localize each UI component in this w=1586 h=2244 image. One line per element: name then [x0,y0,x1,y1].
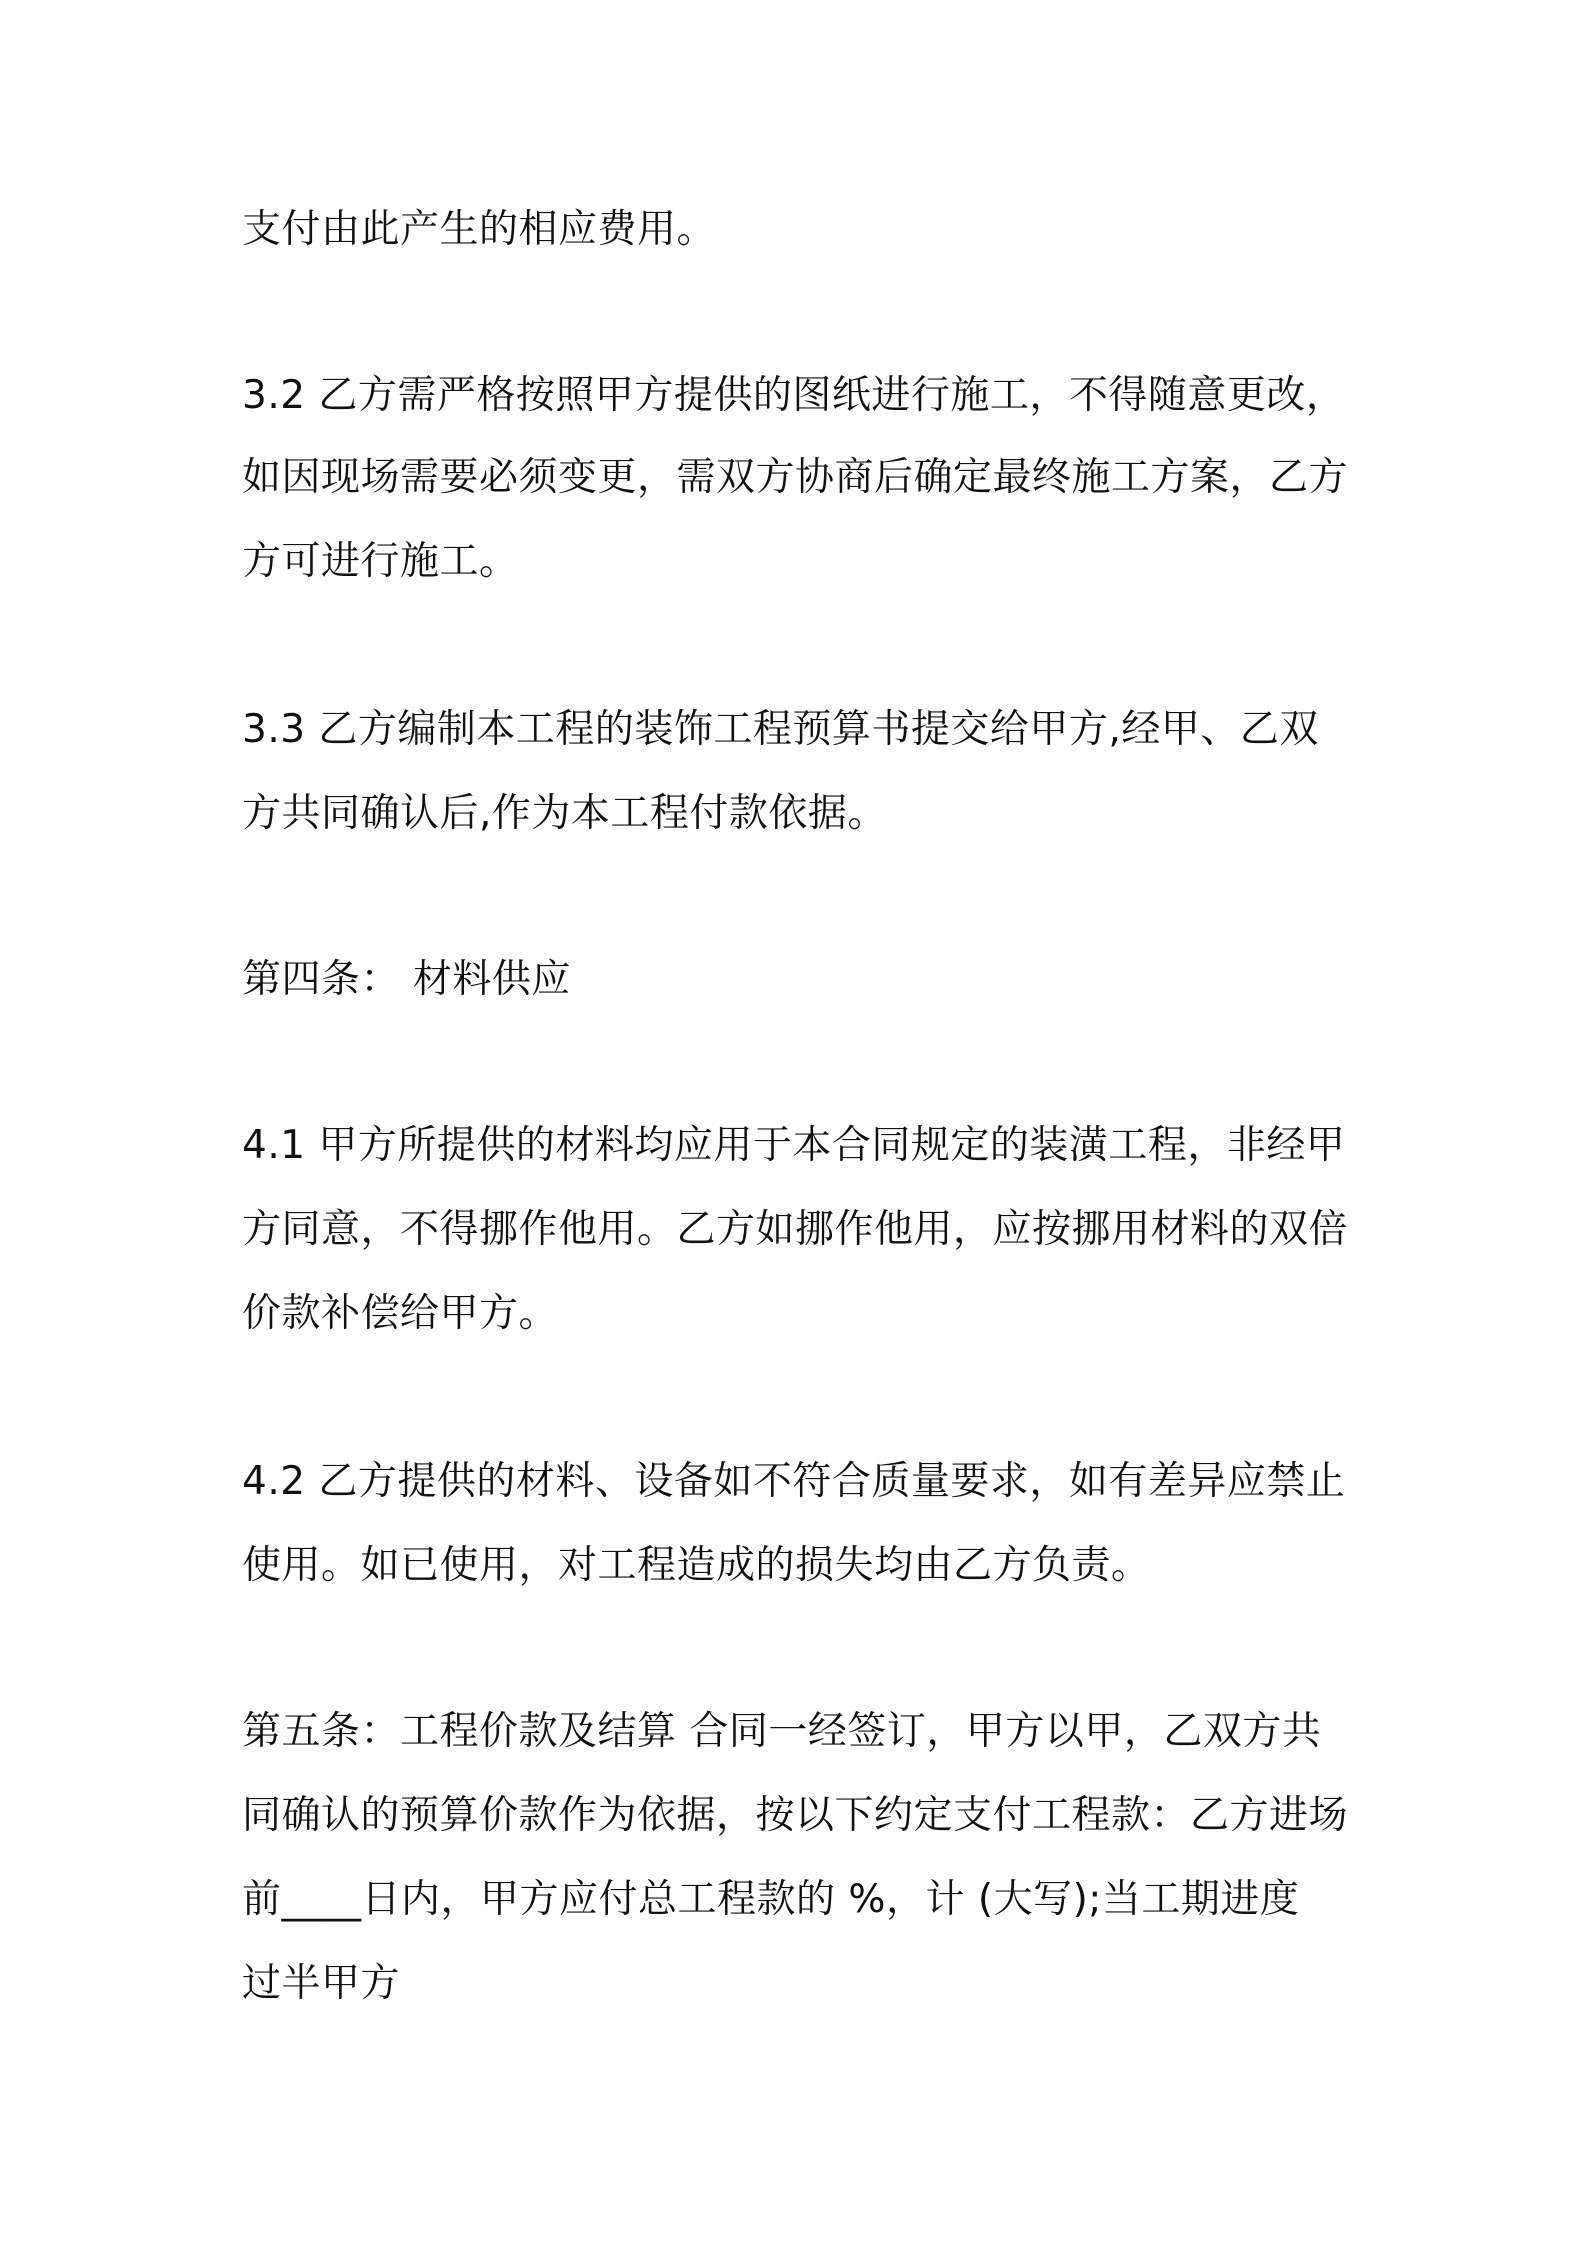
text-line: 过半甲方 [242,1961,401,2006]
text-line: 如因现场需要必须变更，需双方协商后确定最终施工方案，乙方 [242,455,1349,500]
text-line: 前____日内，甲方应付总工程款的 %，计 (大写);当工期进度 [242,1877,1300,1922]
text-line: 4.2 乙方提供的材料、设备如不符合质量要求，如有差异应禁止 [242,1459,1346,1504]
text-line: 同确认的预算价款作为依据，按以下约定支付工程款：乙方进场 [242,1793,1349,1838]
section-heading: 第四条： 材料供应 [242,957,571,1002]
text-line: 4.1 甲方所提供的材料均应用于本合同规定的装潢工程，非经甲 [242,1123,1346,1168]
text-line: 方同意，不得挪作他用。乙方如挪作他用，应按挪用材料的双倍 [242,1207,1349,1252]
text-line: 3.3 乙方编制本工程的装饰工程预算书提交给甲方,经甲、乙双 [242,707,1319,752]
text-line: 方可进行施工。 [242,539,519,584]
text-line: 第五条：工程价款及结算 合同一经签订，甲方以甲，乙双方共 [242,1709,1322,1754]
text-line: 支付由此产生的相应费用。 [242,207,717,252]
text-line: 使用。如已使用，对工程造成的损失均由乙方负责。 [242,1543,1151,1588]
text-line: 价款补偿给甲方。 [242,1291,559,1336]
text-line: 3.2 乙方需严格按照甲方提供的图纸进行施工，不得随意更改， [242,373,1346,418]
text-line: 方共同确认后,作为本工程付款依据。 [242,791,887,836]
